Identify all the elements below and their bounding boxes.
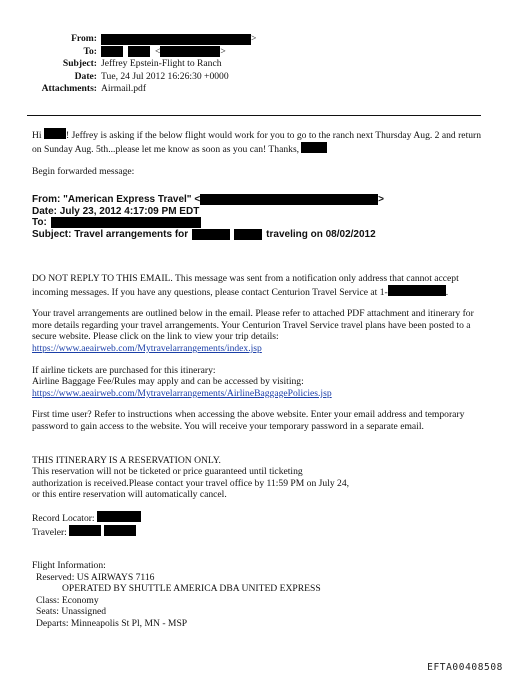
- redaction-block: [301, 142, 327, 153]
- header-divider: [27, 115, 481, 116]
- arrangements-paragraph: [32, 308, 484, 354]
- reservation-text: authorization is received.Please contact your travel office by 11:59 PM on July 24,: [32, 477, 350, 489]
- redaction-block: [160, 46, 220, 57]
- to-suffix: >: [220, 45, 226, 57]
- flight-class: Class: Economy: [36, 594, 99, 606]
- redaction-block: [128, 46, 150, 57]
- redaction-block: [104, 525, 136, 536]
- redaction-block: [69, 525, 101, 536]
- reservation-text: This reservation will not be ticketed or price guaranteed until ticketing: [32, 466, 303, 478]
- redaction-block: [200, 194, 378, 205]
- message-text: ! Jeffrey is asking if the below flight would work for you to go to the ranch next Thursday Aug. 2 and return on Sunday Aug. 5th...please let me know as soon as you can! Thanks,: [32, 130, 482, 155]
- redaction-block: [44, 128, 66, 139]
- from-row: [0, 33, 512, 46]
- message-paragraph: [32, 128, 484, 155]
- subject-label: Subject:: [62, 58, 97, 70]
- from-label: From:: [71, 33, 97, 44]
- notice-text-end: .: [445, 286, 449, 298]
- flight-departs: Departs: Minneapolis St Pl, MN - MSP: [36, 618, 188, 630]
- trip-details-link[interactable]: https://www.aeairweb.com/Mytravelarrangements/index.jsp: [32, 342, 262, 354]
- redaction-block: [101, 34, 251, 45]
- fwd-from-suffix: >: [378, 194, 385, 205]
- document-id: EFTA00408508: [427, 662, 503, 673]
- reservation-text: or this entire reservation will automatically cancel.: [32, 489, 227, 501]
- redaction-block: [388, 285, 449, 298]
- record-locator-label: Record Locator:: [32, 512, 95, 524]
- subject-row: [0, 58, 512, 71]
- attachments-label: Attachments:: [41, 83, 97, 95]
- date-row: [0, 71, 512, 84]
- notice-paragraph: [32, 273, 484, 298]
- arrangements-text: Your travel arrangements are outlined below in the email. Please refer to attached PDF attachment and itinerary for more details regarding your travel arrangements. Your Centurion Travel Service travel plans have been posted to a secure website. Please click on the link to view your trip details:: [32, 308, 474, 343]
- flight-seats: Seats: Unassigned: [36, 606, 107, 618]
- fwd-to: To:: [32, 217, 47, 228]
- fwd-subject-prefix: Subject: Travel arrangements for: [32, 228, 189, 240]
- redaction-block: [192, 229, 230, 240]
- attachments-row: [0, 83, 512, 96]
- reservation-text: THIS ITINERARY IS A RESERVATION ONLY.: [32, 454, 221, 466]
- traveler-label: Traveler:: [32, 526, 67, 538]
- to-label: To:: [83, 45, 97, 57]
- fwd-to-row: [32, 217, 484, 229]
- redaction-block: [51, 217, 201, 228]
- record-locator-row: [32, 511, 484, 525]
- fwd-from: From: "American Express Travel" <: [32, 194, 201, 205]
- fwd-subject-row: [32, 229, 484, 241]
- baggage-text: If airline tickets are purchased for this itinerary:: [32, 364, 216, 376]
- fwd-date-row: [32, 206, 484, 218]
- date-value: Tue, 24 Jul 2012 16:26:30 +0000: [101, 70, 229, 82]
- flight-reserved: Reserved: US AIRWAYS 7116: [36, 571, 155, 583]
- message-body: [32, 128, 484, 178]
- reservation-paragraph: [32, 455, 484, 501]
- from-suffix: >: [251, 33, 257, 44]
- flight-title: Flight Information:: [32, 560, 106, 572]
- redaction-block: [234, 229, 262, 240]
- begin-forwarded: Begin forwarded message:: [32, 166, 135, 178]
- redaction-block: [101, 46, 123, 57]
- notice-text: DO NOT REPLY TO THIS EMAIL. This message was sent from a notification only address that cannot accept incoming messages. If you have any questions, please contact Centurion Travel Service at 1-: [32, 273, 459, 298]
- flight-operated: OPERATED BY SHUTTLE AMERICA DBA UNITED EXPRESS: [62, 583, 321, 595]
- traveler-row: [32, 525, 484, 539]
- to-row: [0, 46, 512, 59]
- forwarded-header: [32, 194, 484, 240]
- subject-value: Jeffrey Epstein-Flight to Ranch: [101, 58, 222, 70]
- greeting: Hi: [32, 130, 42, 141]
- fwd-subject-suffix: traveling on 08/02/2012: [266, 228, 376, 240]
- email-header: [0, 33, 512, 96]
- fwd-from-row: [32, 194, 484, 206]
- attachment-link[interactable]: Airmail.pdf: [101, 83, 147, 95]
- baggage-paragraph: [32, 365, 484, 400]
- baggage-text: Airline Baggage Fee/Rules may apply and can be accessed by visiting:: [32, 376, 304, 388]
- date-label: Date:: [74, 70, 97, 82]
- notice-body: [32, 273, 484, 630]
- fwd-date: Date: July 23, 2012 4:17:09 PM EDT: [32, 205, 200, 217]
- redaction-block: [97, 511, 141, 522]
- to-lt: <: [155, 45, 161, 57]
- baggage-policies-link[interactable]: https://www.aeairweb.com/Mytravelarrangements/AirlineBaggagePolicies.jsp: [32, 387, 332, 399]
- first-time-paragraph: First time user? Refer to instructions when accessing the above website. Enter your email address and temporary password to gain access to the website. You will receive your temporary password in a separate email.: [32, 409, 465, 432]
